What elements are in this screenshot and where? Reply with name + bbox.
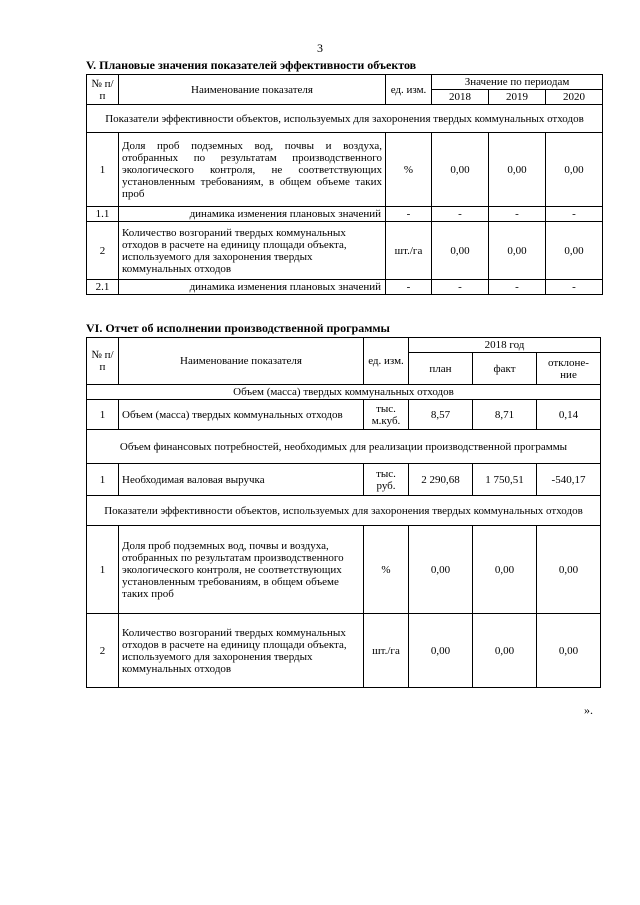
header-name: Наименование показателя (119, 75, 386, 105)
row-deviation: 0,14 (537, 400, 601, 430)
row-num: 1 (87, 464, 119, 496)
row-num: 1 (87, 526, 119, 614)
group-title: Объем (масса) твердых коммунальных отходов (87, 385, 601, 400)
table-row (87, 614, 601, 688)
row-value: 0,00 (489, 133, 546, 207)
header-unit: ед. изм. (364, 338, 409, 385)
row-fact: 0,00 (473, 614, 537, 688)
row-name: Количество возгораний твердых коммунальных отходов в расчете на единицу площади объекта, используемого для захоронения твердых коммунальных отходов (119, 222, 386, 280)
header-year-2020: 2020 (546, 90, 603, 105)
header-periods: Значение по периодам (432, 75, 603, 90)
row-deviation: 0,00 (537, 614, 601, 688)
page-number: 3 (317, 41, 323, 55)
row-unit: шт./га (386, 222, 432, 280)
row-deviation: -540,17 (537, 464, 601, 496)
row-num: 2 (87, 222, 119, 280)
group-title: Объем финансовых потребностей, необходимых для реализации производственной программы (87, 430, 601, 464)
row-name: динамика изменения плановых значений (119, 280, 386, 295)
row-num: 2.1 (87, 280, 119, 295)
header-unit: ед. изм. (386, 75, 432, 105)
row-fact: 1 750,51 (473, 464, 537, 496)
row-unit: шт./га (364, 614, 409, 688)
row-value: 0,00 (546, 222, 603, 280)
table-row (87, 222, 603, 280)
table-row (87, 207, 603, 222)
row-fact: 0,00 (473, 526, 537, 614)
row-value: - (432, 207, 489, 222)
row-unit: - (386, 207, 432, 222)
row-num: 1 (87, 400, 119, 430)
row-name: Объем (масса) твердых коммунальных отходов (119, 400, 364, 430)
group-title: Показатели эффективности объектов, используемых для захоронения твердых коммунальных отходов (87, 496, 601, 526)
row-unit: % (386, 133, 432, 207)
header-year: 2018 год (409, 338, 601, 353)
header-year-2019: 2019 (489, 90, 546, 105)
header-plan: план (409, 353, 473, 385)
table-row (87, 280, 603, 295)
row-deviation: 0,00 (537, 526, 601, 614)
row-name: Количество возгораний твердых коммунальных отходов в расчете на единицу площади объекта, используемого для захоронения твердых коммунальных отходов (119, 614, 364, 688)
row-value: 0,00 (432, 222, 489, 280)
header-fact: факт (473, 353, 537, 385)
row-value: - (546, 207, 603, 222)
row-value: 0,00 (489, 222, 546, 280)
row-unit: % (364, 526, 409, 614)
row-value: - (546, 280, 603, 295)
row-value: - (489, 280, 546, 295)
row-fact: 8,71 (473, 400, 537, 430)
table-row (87, 133, 603, 207)
row-value: - (489, 207, 546, 222)
section-5-heading: V. Плановые значения показателей эффективности объектов (86, 58, 417, 72)
closing-quote-mark: ». (584, 703, 593, 717)
row-value: - (432, 280, 489, 295)
row-unit: тыс. руб. (364, 464, 409, 496)
row-unit: тыс. м.куб. (364, 400, 409, 430)
row-plan: 0,00 (409, 526, 473, 614)
row-name: динамика изменения плановых значений (119, 207, 386, 222)
header-num: № п/п (87, 75, 119, 105)
row-value: 0,00 (546, 133, 603, 207)
row-name: Доля проб подземных вод, почвы и воздуха, отобранных по результатам производственного экологического контроля, не соответствующих установленным требованиям, в общем объеме таких проб (119, 526, 364, 614)
header-year-2018: 2018 (432, 90, 489, 105)
section-6-heading: VI. Отчет об исполнении производственной программы (86, 321, 390, 335)
row-value: 0,00 (432, 133, 489, 207)
table-row (87, 400, 601, 430)
group-title: Показатели эффективности объектов, используемых для захоронения твердых коммунальных отходов (87, 105, 603, 133)
table-row (87, 526, 601, 614)
header-name: Наименование показателя (119, 338, 364, 385)
header-deviation: отклоне-ние (537, 353, 601, 385)
row-num: 1 (87, 133, 119, 207)
program-report-table (86, 337, 601, 688)
row-plan: 0,00 (409, 614, 473, 688)
row-plan: 8,57 (409, 400, 473, 430)
row-name: Доля проб подземных вод, почвы и воздуха, отобранных по результатам производственного экологического контроля, не соответствующих установленным требованиям, в общем объеме таких проб (119, 133, 386, 207)
header-num: № п/п (87, 338, 119, 385)
table-row (87, 464, 601, 496)
row-name: Необходимая валовая выручка (119, 464, 364, 496)
row-plan: 2 290,68 (409, 464, 473, 496)
planned-values-table (86, 74, 603, 295)
row-unit: - (386, 280, 432, 295)
row-num: 1.1 (87, 207, 119, 222)
row-num: 2 (87, 614, 119, 688)
